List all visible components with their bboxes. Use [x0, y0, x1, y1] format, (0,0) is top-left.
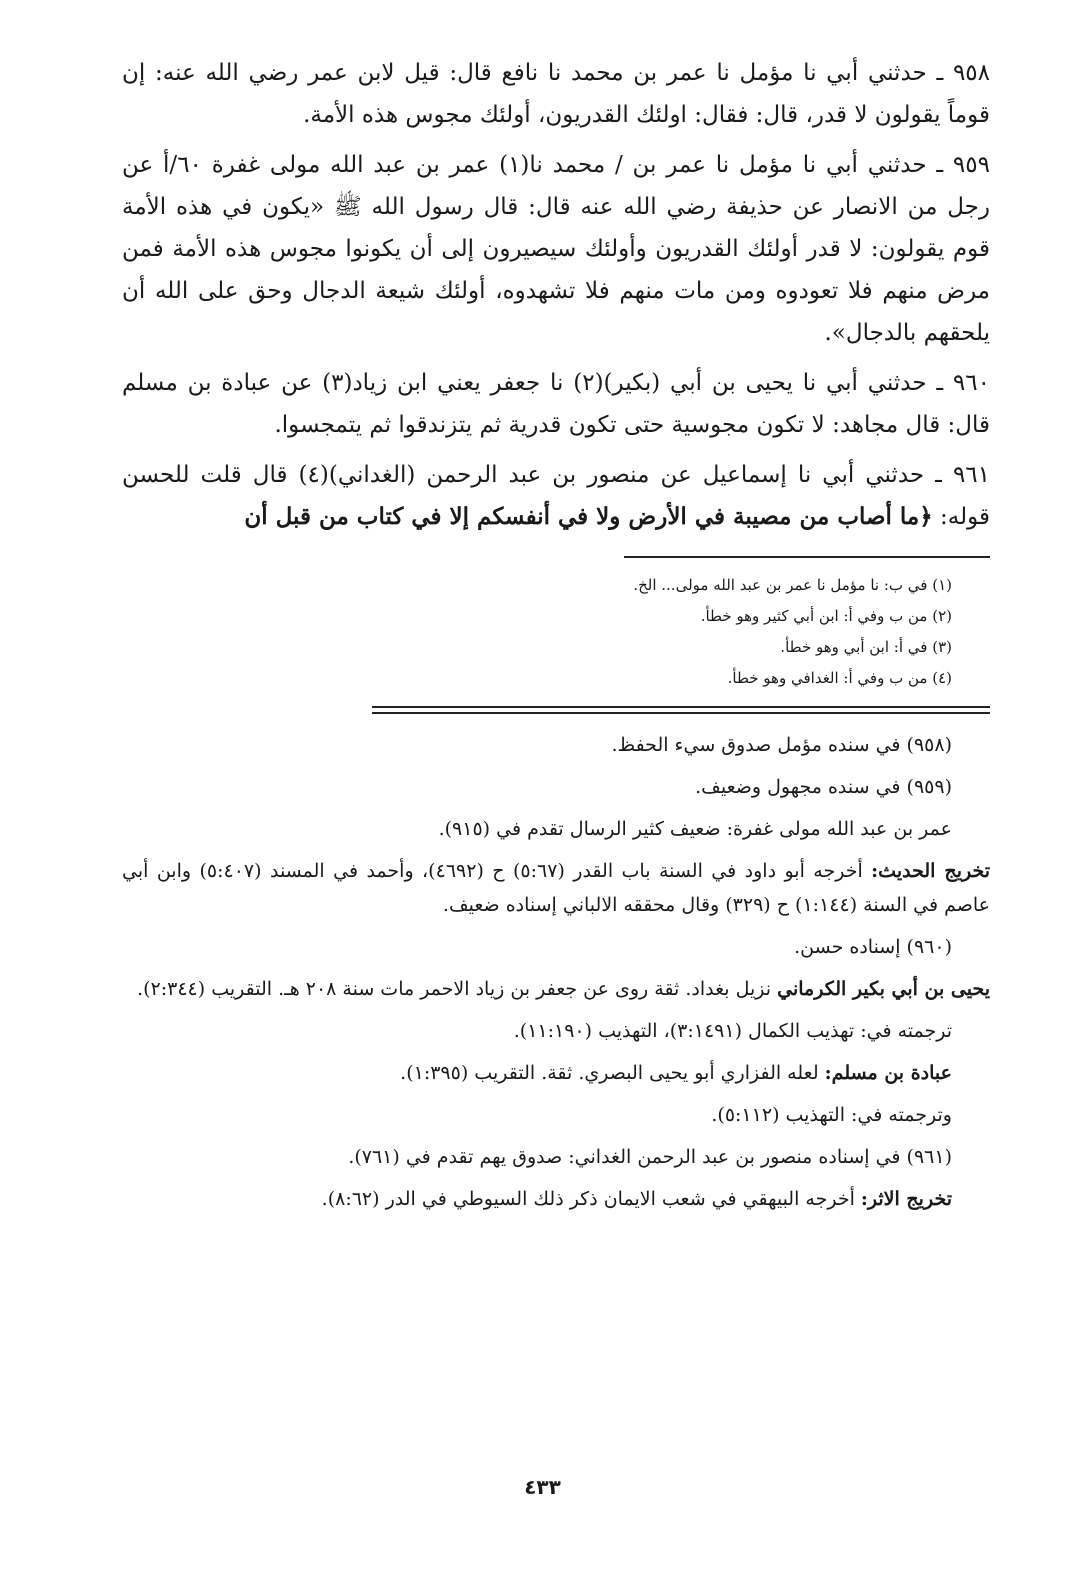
double-rule-divider	[372, 706, 990, 714]
commentary-note	[122, 770, 990, 804]
commentary-note	[122, 1140, 990, 1174]
page-number: ٤٣٣	[524, 1475, 561, 1499]
note-text: لعله الفزاري أبو يحيى البصري. ثقة. التقريب (١:٣٩٥).	[400, 1062, 825, 1084]
note-text: (٩٦١) في إسناده منصور بن عبد الرحمن الغداني: صدوق يهم تقدم في (٧٦١).	[348, 1146, 952, 1168]
hadith-958: ٩٥٨ ـ حدثني أبي نا مؤمل نا عمر بن محمد نا نافع قال: قيل لابن عمر رضي الله عنه: إن قوماً يقولون لا قدر، قال: فقال: اولئك القدريون، أولئك مجوس هذه الأمة.	[122, 60, 990, 128]
note-text: عمر بن عبد الله مولى غفرة: ضعيف كثير الرسال تقدم في (٩١٥).	[438, 818, 952, 840]
hadith-961	[122, 454, 990, 538]
note-text: ترجمته في: تهذيب الكمال (٣:١٤٩١)، التهذيب (١١:١٩٠).	[513, 1020, 952, 1042]
commentary-note	[122, 1056, 990, 1090]
hadith-961-intro: ٩٦١ ـ حدثني أبي نا إسماعيل عن منصور بن عبد الرحمن (الغداني)(٤) قال قلت للحسن قوله:	[122, 462, 991, 530]
footnote: (٢) من ب وفي أ: ابن أبي كثير وهو خطأ.	[700, 607, 952, 625]
commentary-note	[122, 728, 990, 762]
commentary-note	[122, 812, 990, 846]
note-heading: تخريج الحديث:	[871, 860, 991, 882]
commentary-note	[122, 1098, 990, 1132]
note-heading: يحيى بن أبي بكير الكرماني	[777, 978, 990, 1000]
hadith-959: ٩٥٩ ـ حدثني أبي نا مؤمل نا عمر بن / محمد نا(١) عمر بن عبد الله مولى غفرة ٦٠/أ عن رجل من الانصار عن حذيفة رضي الله عنه قال: قال رسول الله ﷺ «يكون في هذه الأمة قوم يقولون: لا قدر أولئك القدريون وأولئك سيصيرون إلى أن يكونوا مجوس هذه الأمة فمن مرض منهم فلا تعودوه ومن مات منهم فلا تشهدوه، أولئك شيعة الدجال وحق على الله أن يلحقهم بالدجال».	[122, 152, 990, 346]
quran-verse: ﴿ما أصاب من مصيبة في الأرض ولا في أنفسكم إلا في كتاب من قبل أن	[244, 503, 933, 530]
commentary-note	[122, 930, 990, 964]
note-text: (٩٦٠) إسناده حسن.	[794, 936, 952, 958]
footnote-separator	[624, 556, 990, 558]
commentary-notes	[122, 728, 990, 1216]
commentary-note	[122, 854, 990, 922]
footnote: (٤) من ب وفي أ: الغدافي وهو خطأ.	[727, 669, 952, 687]
note-text: (٩٥٨) في سنده مؤمل صدوق سيء الحفظ.	[611, 734, 952, 756]
note-heading: عبادة بن مسلم:	[824, 1062, 952, 1084]
footnote: (١) في ب: نا مؤمل نا عمر بن عبد الله مولى... الخ.	[633, 576, 952, 594]
note-text: وترجمته في: التهذيب (٥:١١٢).	[711, 1104, 952, 1126]
commentary-note	[122, 1014, 990, 1048]
hadith-960: ٩٦٠ ـ حدثني أبي نا يحيى بن أبي (بكير)(٢) نا جعفر يعني ابن زياد(٣) عن عبادة بن مسلم قال: قال مجاهد: لا تكون مجوسية حتى تكون قدرية ثم يتزندقوا ثم يتمجسوا.	[122, 370, 990, 438]
note-text: أخرجه البيهقي في شعب الايمان ذكر ذلك السيوطي في الدر (٨:٦٢).	[321, 1188, 861, 1210]
commentary-note	[122, 1182, 990, 1216]
commentary-note	[122, 972, 990, 1006]
note-text: أخرجه أبو داود في السنة باب القدر (٥:٦٧) ح (٤٦٩٢)، وأحمد في المسند (٥:٤٠٧) وابن أبي عاصم في السنة (١:١٤٤) ح (٣٢٩) وقال محققه الالباني إسناده ضعيف.	[122, 860, 990, 916]
footnote: (٣) في أ: ابن أبي وهو خطأ.	[780, 638, 952, 656]
note-text: (٩٥٩) في سنده مجهول وضعيف.	[695, 776, 952, 798]
note-text: نزيل بغداد. ثقة روى عن جعفر بن زياد الاحمر مات سنة ٢٠٨ هـ. التقريب (٢:٣٤٤).	[137, 978, 778, 1000]
page-content	[122, 52, 990, 1224]
note-heading: تخريج الاثر:	[860, 1188, 952, 1210]
